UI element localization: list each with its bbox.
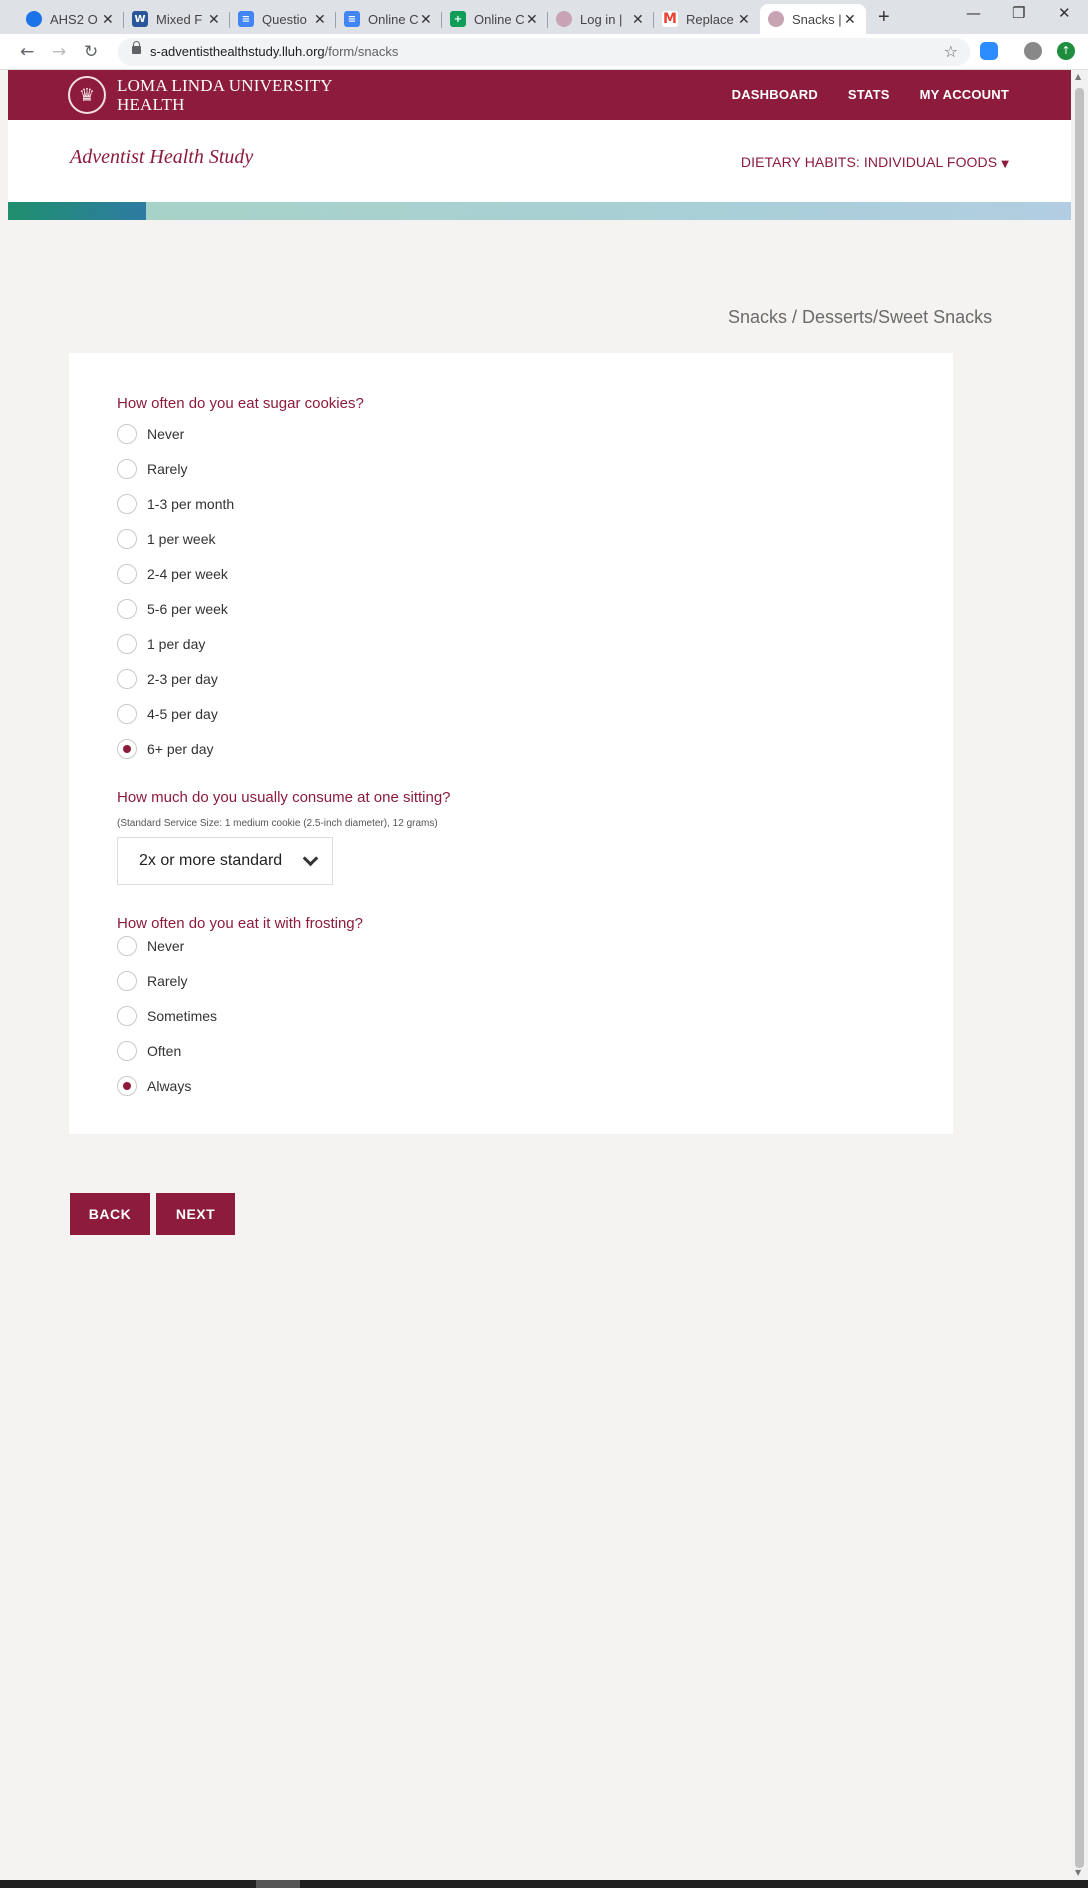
radio-button[interactable] xyxy=(117,424,137,444)
option-label: Rarely xyxy=(147,461,188,477)
frosting-option[interactable] xyxy=(117,1040,181,1062)
radio-button[interactable] xyxy=(117,936,137,956)
docs-icon: ≡ xyxy=(344,11,360,27)
radio-button[interactable] xyxy=(117,494,137,514)
nav-my-account[interactable]: MY ACCOUNT xyxy=(919,87,1009,102)
forward-arrow-icon[interactable]: → xyxy=(52,42,67,62)
browser-tab[interactable]: ≡ Online C ✕ xyxy=(336,4,442,34)
browser-tab[interactable]: Log in | ✕ xyxy=(548,4,654,34)
section-dropdown[interactable]: DIETARY HABITS: INDIVIDUAL FOODS ▼ xyxy=(740,154,1009,170)
frequency-option[interactable] xyxy=(117,668,218,690)
option-label: 1 per week xyxy=(147,531,216,547)
back-arrow-icon[interactable]: ← xyxy=(20,42,35,62)
new-tab-icon[interactable]: + xyxy=(878,6,890,28)
question-card xyxy=(69,353,953,1134)
question-portion: How much do you usually consume at one sitting? xyxy=(117,789,451,806)
radio-button[interactable] xyxy=(117,529,137,549)
radio-button[interactable] xyxy=(117,1006,137,1026)
llu-seal-icon xyxy=(768,11,784,27)
profile-avatar-icon[interactable] xyxy=(1024,42,1042,60)
option-label: 2-3 per day xyxy=(147,671,218,687)
llu-seal-logo[interactable]: ♛ xyxy=(68,76,106,114)
browser-tab[interactable]: AHS2 O ✕ xyxy=(18,4,124,34)
frequency-option[interactable] xyxy=(117,528,215,550)
address-bar[interactable] xyxy=(118,38,970,66)
main-nav xyxy=(732,87,1009,102)
taskbar xyxy=(0,1880,1088,1888)
scroll-up-arrow-icon[interactable]: ▲ xyxy=(1075,72,1082,81)
chevron-down-icon xyxy=(303,851,319,867)
option-label: 5-6 per week xyxy=(147,601,228,617)
back-button[interactable]: BACK xyxy=(70,1193,150,1235)
next-button[interactable]: NEXT xyxy=(156,1193,235,1235)
option-label: 1 per day xyxy=(147,636,206,652)
frequency-option[interactable] xyxy=(117,458,187,480)
study-title[interactable]: Adventist Health Study xyxy=(70,146,254,168)
gmail-icon: M xyxy=(663,11,677,27)
progress-fill xyxy=(8,202,146,220)
minimize-icon[interactable]: — xyxy=(966,4,981,22)
frosting-option[interactable] xyxy=(117,970,187,992)
close-tab-icon[interactable]: ✕ xyxy=(314,10,326,27)
serving-size-hint: (Standard Service Size: 1 medium cookie (2.5-inch diameter), 12 grams) xyxy=(117,818,438,829)
browser-tab-strip xyxy=(0,0,1088,34)
nav-stats[interactable]: STATS xyxy=(847,87,890,102)
update-arrow-icon[interactable]: ↑ xyxy=(1057,42,1075,60)
url-text[interactable]: s-adventisthealthstudy.lluh.org/form/snacks xyxy=(150,44,399,59)
caret-down-icon: ▼ xyxy=(1001,159,1009,170)
frequency-option[interactable] xyxy=(117,423,184,445)
frequency-option[interactable] xyxy=(117,493,234,515)
browser-tab[interactable]: W Mixed F ✕ xyxy=(124,4,230,34)
option-label: Often xyxy=(147,1043,182,1059)
radio-button[interactable] xyxy=(117,564,137,584)
scroll-down-arrow-icon[interactable]: ▼ xyxy=(1075,1868,1082,1877)
option-label: 4-5 per day xyxy=(147,706,218,722)
reload-icon[interactable]: ↻ xyxy=(84,42,99,62)
page-title: Snacks / Desserts/Sweet Snacks xyxy=(728,307,993,327)
radio-button[interactable] xyxy=(117,1041,137,1061)
radio-button[interactable] xyxy=(117,634,137,654)
question-frequency: How often do you eat sugar cookies? xyxy=(117,395,364,412)
close-tab-icon[interactable]: ✕ xyxy=(102,10,114,27)
lock-icon xyxy=(132,46,141,54)
radio-button[interactable] xyxy=(117,971,137,991)
radio-button[interactable] xyxy=(117,669,137,689)
option-label: 1-3 per month xyxy=(147,496,235,512)
option-label: Never xyxy=(147,426,185,442)
radio-button[interactable] xyxy=(117,599,137,619)
portion-size-select[interactable]: 2x or more standard xyxy=(117,837,333,885)
frosting-option[interactable] xyxy=(117,1075,191,1097)
browser-tab[interactable]: M Replace ✕ xyxy=(663,10,750,27)
llu-seal-icon xyxy=(556,11,572,27)
radio-button[interactable] xyxy=(117,459,137,479)
cloud-icon xyxy=(26,11,42,27)
browser-tab-active[interactable]: Snacks | ✕ xyxy=(760,4,866,34)
close-tab-icon[interactable]: ✕ xyxy=(738,10,750,27)
zoom-extension-icon[interactable] xyxy=(980,42,998,60)
close-tab-icon[interactable]: ✕ xyxy=(420,10,432,27)
bookmark-star-icon[interactable]: ☆ xyxy=(943,42,958,61)
close-tab-icon[interactable]: ✕ xyxy=(208,10,220,27)
address-toolbar xyxy=(0,34,1088,70)
site-logo-text[interactable]: LOMA LINDA UNIVERSITY HEALTH xyxy=(117,76,333,114)
frequency-option[interactable] xyxy=(117,563,228,585)
browser-tab[interactable]: + Online C ✕ xyxy=(442,4,548,34)
page-scrollbar[interactable] xyxy=(1071,70,1088,1880)
frequency-option[interactable] xyxy=(117,598,228,620)
frosting-option[interactable] xyxy=(117,1005,217,1027)
close-window-icon[interactable]: ✕ xyxy=(1058,4,1071,22)
option-label: Never xyxy=(147,938,185,954)
restore-icon[interactable]: ❐ xyxy=(1012,4,1026,22)
progress-strip xyxy=(8,202,1071,220)
close-tab-icon[interactable]: ✕ xyxy=(632,10,644,27)
radio-button[interactable] xyxy=(117,1076,137,1096)
option-label: 6+ per day xyxy=(147,741,214,757)
close-tab-icon[interactable]: ✕ xyxy=(526,10,538,27)
question-frosting: How often do you eat it with frosting? xyxy=(117,915,363,932)
close-tab-icon[interactable]: ✕ xyxy=(844,10,856,27)
scrollbar-thumb[interactable] xyxy=(1075,88,1084,1868)
option-label: Sometimes xyxy=(147,1008,218,1024)
docs-icon: ≡ xyxy=(238,11,254,27)
radio-button[interactable] xyxy=(117,704,137,724)
option-label: Rarely xyxy=(147,973,188,989)
radio-button[interactable] xyxy=(117,739,137,759)
frosting-option[interactable] xyxy=(117,935,184,957)
frequency-option[interactable] xyxy=(117,703,218,725)
browser-tab[interactable]: ≡ Questio ✕ xyxy=(230,4,336,34)
option-label: 2-4 per week xyxy=(147,566,228,582)
page-viewport xyxy=(8,70,1071,1880)
nav-dashboard[interactable]: DASHBOARD xyxy=(731,87,818,102)
sheets-plus-icon: + xyxy=(450,11,466,27)
sub-header xyxy=(8,120,1071,202)
option-label: Always xyxy=(147,1078,192,1094)
word-icon: W xyxy=(132,11,148,27)
site-header xyxy=(8,70,1071,120)
frequency-option[interactable] xyxy=(117,738,214,760)
frequency-option[interactable] xyxy=(117,633,205,655)
